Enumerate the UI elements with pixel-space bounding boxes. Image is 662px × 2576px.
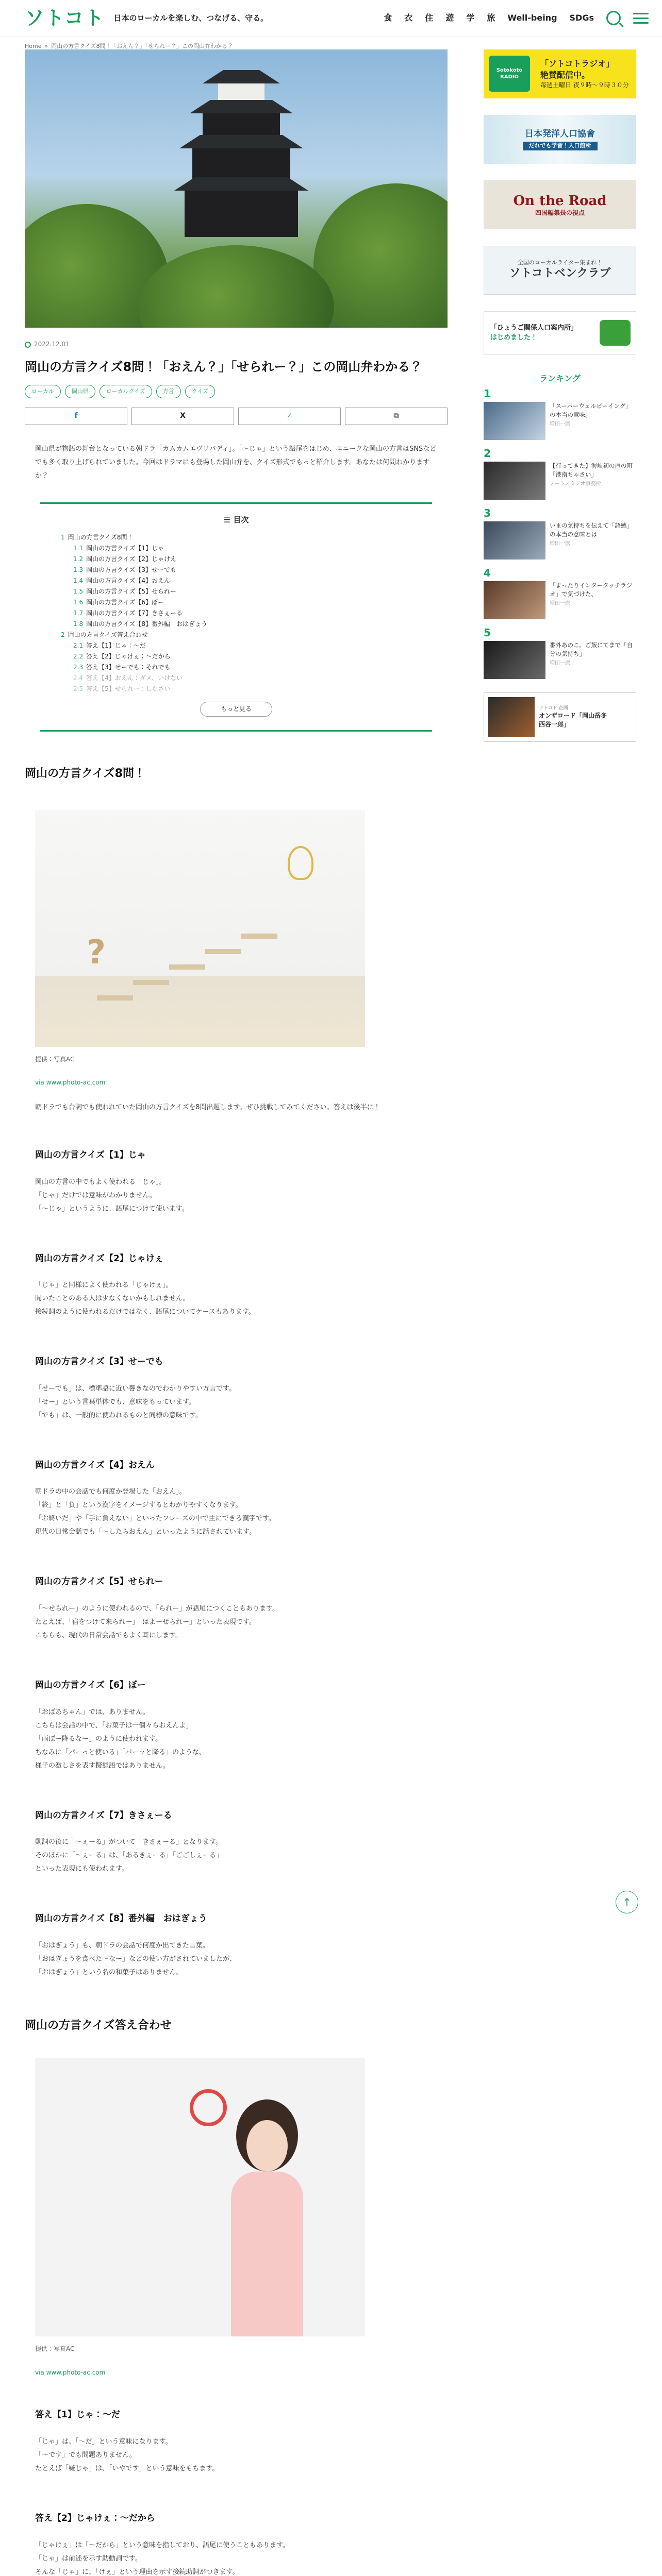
answer-body (35, 2539, 437, 2576)
circle-gesture-icon (190, 2089, 227, 2126)
banner-sotokoto-radio[interactable] (484, 49, 636, 98)
banner-pen-sub: 全国のローカルライター集まれ！ (517, 259, 603, 266)
toc-item-number: 1.2 (73, 555, 84, 563)
toc-heading: ☰ 目次 (223, 515, 249, 524)
quiz-heading: 岡山の方言クイズ【1】じゃ (35, 1149, 146, 1160)
toc-more-button[interactable]: もっと見る (200, 702, 272, 717)
body-line: 様子の激しさを表す擬態語ではありません。 (35, 1761, 170, 1770)
body-line: 現代の日常会話でも「〜したらおえん」といったように話されています。 (35, 1528, 256, 1536)
clock-icon (25, 342, 31, 348)
toc-item-label: 岡山の方言クイズ【7】きさぇーる (86, 609, 183, 617)
toc-item-label: 答え【4】おえん：ダメ、いけない (86, 674, 183, 682)
body-line: そんな「じゃ」に、「けぇ」という理由を示す接続助詞がつきます。 (35, 2568, 239, 2576)
toc-item[interactable] (61, 651, 411, 662)
ranking-number: 1 (484, 387, 491, 400)
image-credit-2: 提供：写真AC (35, 2345, 75, 2353)
toc-item[interactable] (61, 630, 411, 640)
ranking-title: いまの気持ちを伝えて「語感」の本当の意味とは (550, 521, 633, 538)
site-logo[interactable]: ソトコト (25, 7, 105, 30)
body-line: 朝ドラの中の会話でも何度か登場した「おえん」。 (35, 1488, 186, 1496)
publish-date-text: 2022.12.01 (34, 341, 70, 348)
toc-item-label: 岡山の方言クイズ8問！ (68, 533, 134, 541)
share-line-button[interactable]: ✓ (238, 408, 341, 425)
body-line: 岡山の方言の中でもよく使われる「じゃ」。 (35, 1178, 166, 1186)
body-line: こちらも、現代の日常会話でもよく耳にします。 (35, 1631, 182, 1639)
toc-item-number: 2.2 (73, 652, 84, 660)
question-mark-stairs-image (35, 810, 365, 1047)
toc-item-number: 2.5 (73, 685, 84, 692)
lightbulb-icon (288, 846, 313, 880)
toc-item-label: 答え【5】せられー：しなさい (86, 685, 171, 692)
event-card[interactable] (484, 692, 636, 742)
nav-item-sdgs[interactable]: SDGs (569, 13, 594, 23)
ranking-title: 「スーパーウェルビーイング」の本当の意味。 (550, 402, 632, 419)
banner-hyogo-sub: はじめました！ (490, 333, 538, 342)
toc-item-label: 岡山の方言クイズ【5】せられー (86, 587, 177, 595)
body-line: こちらは会話の中で、「お菓子は一個々らおえんよ」 (35, 1721, 193, 1730)
ranking-thumbnail (484, 641, 545, 679)
body-line: 「でも」は、一般的に使われるものと同様の意味です。 (35, 1411, 202, 1419)
castle-illustration (174, 70, 308, 286)
body-line: 「おはぎょうを食べた〜なー」などの使い方がされていましたが、 (35, 1955, 237, 1963)
nav-item-play[interactable]: 遊 (445, 13, 454, 23)
ranking-item[interactable] (484, 566, 636, 619)
table-of-contents (40, 502, 432, 732)
search-icon[interactable] (606, 11, 621, 25)
ranking-heading: ランキング (539, 374, 581, 383)
body-line: 「雨ぼー降るなー」のように使われます。 (35, 1735, 162, 1743)
tag-okayama[interactable]: 岡山県 (65, 385, 95, 398)
body-line: たとえば、「宿をつけて来られー」「はよーせられー」といった表現です。 (35, 1618, 256, 1626)
toc-item-number: 1.4 (73, 577, 84, 584)
body-line: 動詞の後に「〜ぇーる」がついて「きさぇーる」となります。 (35, 1838, 222, 1846)
toc-item[interactable] (61, 586, 411, 597)
body-line: 「せー」という言葉単体でも、意味をもっています。 (35, 1398, 195, 1406)
body-line: 「おばあちゃん」では、ありません。 (35, 1708, 150, 1716)
toc-item[interactable] (61, 684, 411, 694)
quiz-body (35, 1176, 437, 1216)
back-to-top-button[interactable]: ↑ (616, 1891, 638, 1913)
body-line: 「じゃ」だけでは意味がわかりません。 (35, 1191, 156, 1199)
article-main (25, 49, 448, 2576)
main-nav (384, 11, 649, 26)
body-line: 「じゃ」は、「〜だ」という意味になります。 (35, 2438, 172, 2446)
toc-item-label: 答え【2】じゃけぇ：〜だから (86, 652, 171, 660)
ranking-item[interactable] (484, 506, 636, 560)
radio-badge: Sotokoto RADIO (489, 56, 530, 92)
body-line: そのほかに「〜ぇーる」は、「あるきぇーる」「ごごしぇーる」 (35, 1852, 223, 1860)
hamburger-menu-icon[interactable] (633, 13, 649, 24)
tag-dialect[interactable]: 方言 (156, 385, 181, 398)
toc-item-number: 1.8 (73, 620, 84, 628)
event-sub: 西谷一郎」 (539, 721, 570, 728)
toc-item-label: 岡山の方言クイズ【1】じゃ (86, 544, 164, 552)
quiz-body (35, 1602, 437, 1642)
site-tagline: 日本のローカルを楽しむ、つなげる、守る。 (113, 13, 269, 23)
tag-list (25, 385, 448, 398)
toc-item-label: 岡山の方言クイズ【4】おえん (86, 577, 171, 584)
nav-item-food[interactable]: 食 (384, 13, 392, 23)
banner-hyogo[interactable] (484, 311, 636, 355)
banner-radio-title: 「ソトコトラジオ」 (540, 58, 615, 69)
ranking-thumbnail (484, 521, 545, 560)
share-facebook-button[interactable]: f (25, 408, 127, 425)
quiz-body (35, 1382, 437, 1422)
article-title: 岡山の方言クイズ8問！「おえん？」「せられー？」この岡山弁わかる？ (25, 359, 423, 374)
banner-road-title: On the Road (513, 193, 607, 209)
body-line: 「せーでも」は、標準語に近い響きなのでわかりやすい方言です。 (35, 1384, 236, 1393)
ranking-list (484, 387, 636, 679)
body-line: 聞いたことのある人は少なくないかもしれません。 (35, 1295, 190, 1303)
image-source-link-2[interactable]: via www.photo-ac.com (35, 2368, 106, 2376)
woman-circle-gesture-image (35, 2058, 365, 2336)
answer-list (25, 2407, 448, 2576)
question-mark-icon: ? (87, 933, 106, 972)
tag-local[interactable]: ローカル (25, 385, 61, 398)
ranking-author: 増田一麿 (550, 601, 570, 607)
copy-link-button[interactable]: ⧉ (345, 408, 448, 425)
ranking-thumbnail (484, 462, 545, 500)
ranking-item[interactable] (484, 626, 636, 679)
banner-population-association[interactable] (484, 115, 636, 164)
banner-hyogo-title: 「ひょうご関係人口案内所」 (490, 324, 578, 332)
ranking-author: 増田一麿 (550, 660, 570, 667)
toc-item-label: 岡山の方言クイズ【6】ぼー (86, 598, 164, 606)
banner-radio-schedule: 毎週土曜日 夜９時〜９時３０分 (540, 81, 629, 89)
toc-item-number: 1 (61, 533, 65, 541)
answer-heading: 答え【2】じゃけぇ：〜だから (35, 2513, 155, 2524)
quiz-heading: 岡山の方言クイズ【7】きさぇーる (35, 1810, 172, 1821)
ranking-number: 4 (484, 566, 491, 579)
body-line: ちなみに「パーっと使いる」「パーッと降る」のような、 (35, 1748, 206, 1756)
body-line: 「〜せられー」のように使われるので、「られー」が語尾につくこともあります。 (35, 1604, 279, 1613)
toc-item-label: 岡山の方言クイズ【3】せーでも (86, 566, 177, 573)
body-line: といった表現にも使われます。 (35, 1865, 128, 1873)
ranking-author: 増田一麿 (550, 541, 570, 547)
body-line: 「じゃ」は前述を示す助動詞です。 (35, 2554, 142, 2563)
body-line: 「〜じゃ」というように、語尾につけて使います。 (35, 1205, 189, 1213)
ranking-number: 2 (484, 447, 491, 460)
nav-item-travel[interactable]: 旅 (487, 13, 495, 23)
image-credit: 提供：写真AC (35, 1055, 75, 1063)
quiz-body (35, 1706, 437, 1773)
toc-item-label: 答え【3】せーでも：それでも (86, 663, 171, 671)
quiz-body (35, 1279, 437, 1319)
toc-item-number: 2.3 (73, 663, 84, 671)
share-buttons (25, 408, 448, 425)
body-line: 接続詞のように使われるだけではなく、語尾についてケースもあります。 (35, 1308, 255, 1316)
ranking-author: ノートスタジオ事務所 (550, 481, 601, 487)
breadcrumb-home[interactable]: Home (25, 43, 42, 49)
toc-item[interactable] (61, 673, 411, 684)
toc-item[interactable] (61, 619, 411, 630)
body-line: たとえば「嫌じゃ」は、「いやです」という意味をもちます。 (35, 2465, 219, 2473)
body-line: 「お終いだ」や「手に負えない」といったフレーズの中で主にできる漢字です。 (35, 1515, 275, 1523)
banner-on-the-road[interactable] (484, 180, 636, 229)
ranking-title: 「まったりインタータッチラジオ」で気づけた、 (550, 581, 633, 598)
toc-item[interactable] (61, 575, 411, 586)
section-quiz-heading: 岡山の方言クイズ8問！ (25, 767, 145, 781)
nav-item-learn[interactable]: 学 (466, 13, 475, 23)
toc-list (61, 532, 411, 694)
ranking-number: 5 (484, 626, 491, 639)
body-line: 「終」と「負」という漢字をイメージするとわかりやすくなります。 (35, 1501, 242, 1510)
toc-item[interactable] (61, 597, 411, 608)
nav-item-clothing[interactable]: 衣 (404, 13, 413, 23)
hero-image-castle (25, 49, 448, 328)
site-header (0, 0, 662, 37)
ranking-title: 【行ってきた】海峡初の直の町「港南ちゃさい」 (550, 462, 633, 479)
body-line: 「じゃけぇ」は「〜だから」という意味を指しており、語尾に使うこともあります。 (35, 2541, 289, 2549)
article-lead: 岡山県が物語の舞台となっている朝ドラ「カムカムエヴリバディ」。「〜じゃ」という語尾をはじめ、ユニークな岡山の方言はSNSなどでも多く取り上げられていました。今回はドラマにも登場した岡山弁を、クイズ形式でもっと紹介します。あなたは何問わかりますか？ (35, 445, 437, 480)
quiz-heading: 岡山の方言クイズ【2】じゃけぇ (35, 1253, 163, 1264)
banner-road-sub: 四国編集長の視点 (535, 209, 585, 216)
banner-association-title: 日本発洋人口協會 (525, 129, 595, 140)
toc-item-label: 岡山の方言クイズ【2】じゃけえ (86, 555, 177, 563)
quiz-body (35, 1939, 437, 1979)
toc-item[interactable] (61, 565, 411, 575)
section-answers-heading: 岡山の方言クイズ答え合わせ (25, 2019, 172, 2032)
banner-radio-sub: 絶賛配信中。 (540, 70, 590, 80)
nav-item-wellbeing[interactable]: Well-being (507, 13, 557, 23)
event-label: ソトコト 企画 (539, 705, 568, 711)
toc-item[interactable] (61, 532, 411, 543)
ranking-thumbnail (484, 402, 545, 440)
nav-item-housing[interactable]: 住 (425, 13, 434, 23)
quiz-body (35, 1836, 437, 1876)
ranking-item[interactable] (484, 447, 636, 500)
image-source-link[interactable]: via www.photo-ac.com (35, 1079, 106, 1087)
sidebar (484, 49, 636, 742)
event-thumbnail (488, 697, 535, 737)
answer-body (35, 2435, 437, 2476)
body-line: 「じゃ」と同様によく使われる「じゃけぇ」。 (35, 1281, 173, 1290)
section-quiz-intro: 朝ドラでも台詞でも使われていた岡山の方言クイズを8問出題します。ぜひ挑戦してみてください。答えは後半に！ (35, 1103, 380, 1111)
ranking-thumbnail (484, 581, 545, 619)
banner-pen-title: ソトコトベンクラブ (509, 267, 611, 280)
toc-item[interactable] (61, 554, 411, 565)
toc-item-label: 答え【1】じゃ：〜だ (86, 641, 146, 649)
toc-item-number: 1.6 (73, 598, 84, 606)
ranking-author: 増田一麿 (550, 421, 570, 428)
toc-item[interactable] (61, 543, 411, 554)
toc-item[interactable] (61, 662, 411, 673)
quiz-heading: 岡山の方言クイズ【4】おえん (35, 1460, 155, 1470)
toc-item-number: 2 (61, 631, 65, 638)
ranking-item[interactable] (484, 387, 636, 440)
toc-item[interactable] (61, 608, 411, 619)
breadcrumb-separator: » (44, 43, 48, 49)
toc-item-label: 岡山の方言クイズ答え合わせ (68, 631, 148, 638)
breadcrumb-current: 岡山の方言クイズ8問！「おえん？」「せられー？」この岡山弁わかる？ (51, 43, 234, 49)
quiz-heading: 岡山の方言クイズ【8】番外編 おはぎょう (35, 1913, 207, 1924)
publish-date (25, 339, 448, 350)
banner-association-sub: だれでも学習！入口館所 (523, 142, 598, 150)
toc-item-number: 2.4 (73, 674, 84, 682)
toc-item-number: 1.7 (73, 609, 84, 617)
toc-item-number: 1.1 (73, 544, 84, 552)
quiz-heading: 岡山の方言クイズ【5】せられー (35, 1577, 163, 1587)
quiz-list (25, 1147, 448, 1979)
ranking-number: 3 (484, 506, 491, 519)
share-x-button[interactable]: X (131, 408, 234, 425)
toc-item-number: 2.1 (73, 641, 84, 649)
toc-item-label: 岡山の方言クイズ【8】番外編 おはぎょう (86, 620, 208, 628)
banner-pen-club[interactable] (484, 246, 636, 295)
event-title: オンザロード「岡山岳冬 (539, 712, 607, 720)
tag-local-quiz[interactable]: ローカルクイズ (100, 385, 152, 398)
quiz-body (35, 1485, 437, 1539)
quiz-heading: 岡山の方言クイズ【3】せーでも (35, 1357, 163, 1367)
body-line: 「〜です」でも問題ありません。 (35, 2451, 136, 2460)
tag-quiz[interactable]: クイズ (185, 385, 215, 398)
hyogo-mascot-icon (600, 320, 631, 346)
toc-item[interactable] (61, 640, 411, 651)
body-line: 「おはぎょう」という名の和菓子はありません。 (35, 1968, 183, 1976)
body-line: 「おはぎょう」も、朝ドラの会話で何度か出てきた言葉。 (35, 1941, 210, 1950)
answer-heading: 答え【1】じゃ：〜だ (35, 2410, 120, 2420)
ranking-title: 番外あのこ。ご飯にてまで「自分の気持ち」 (550, 641, 633, 658)
quiz-heading: 岡山の方言クイズ【6】ぼー (35, 1680, 146, 1690)
toc-item-number: 1.3 (73, 566, 84, 573)
toc-item-number: 1.5 (73, 587, 84, 595)
